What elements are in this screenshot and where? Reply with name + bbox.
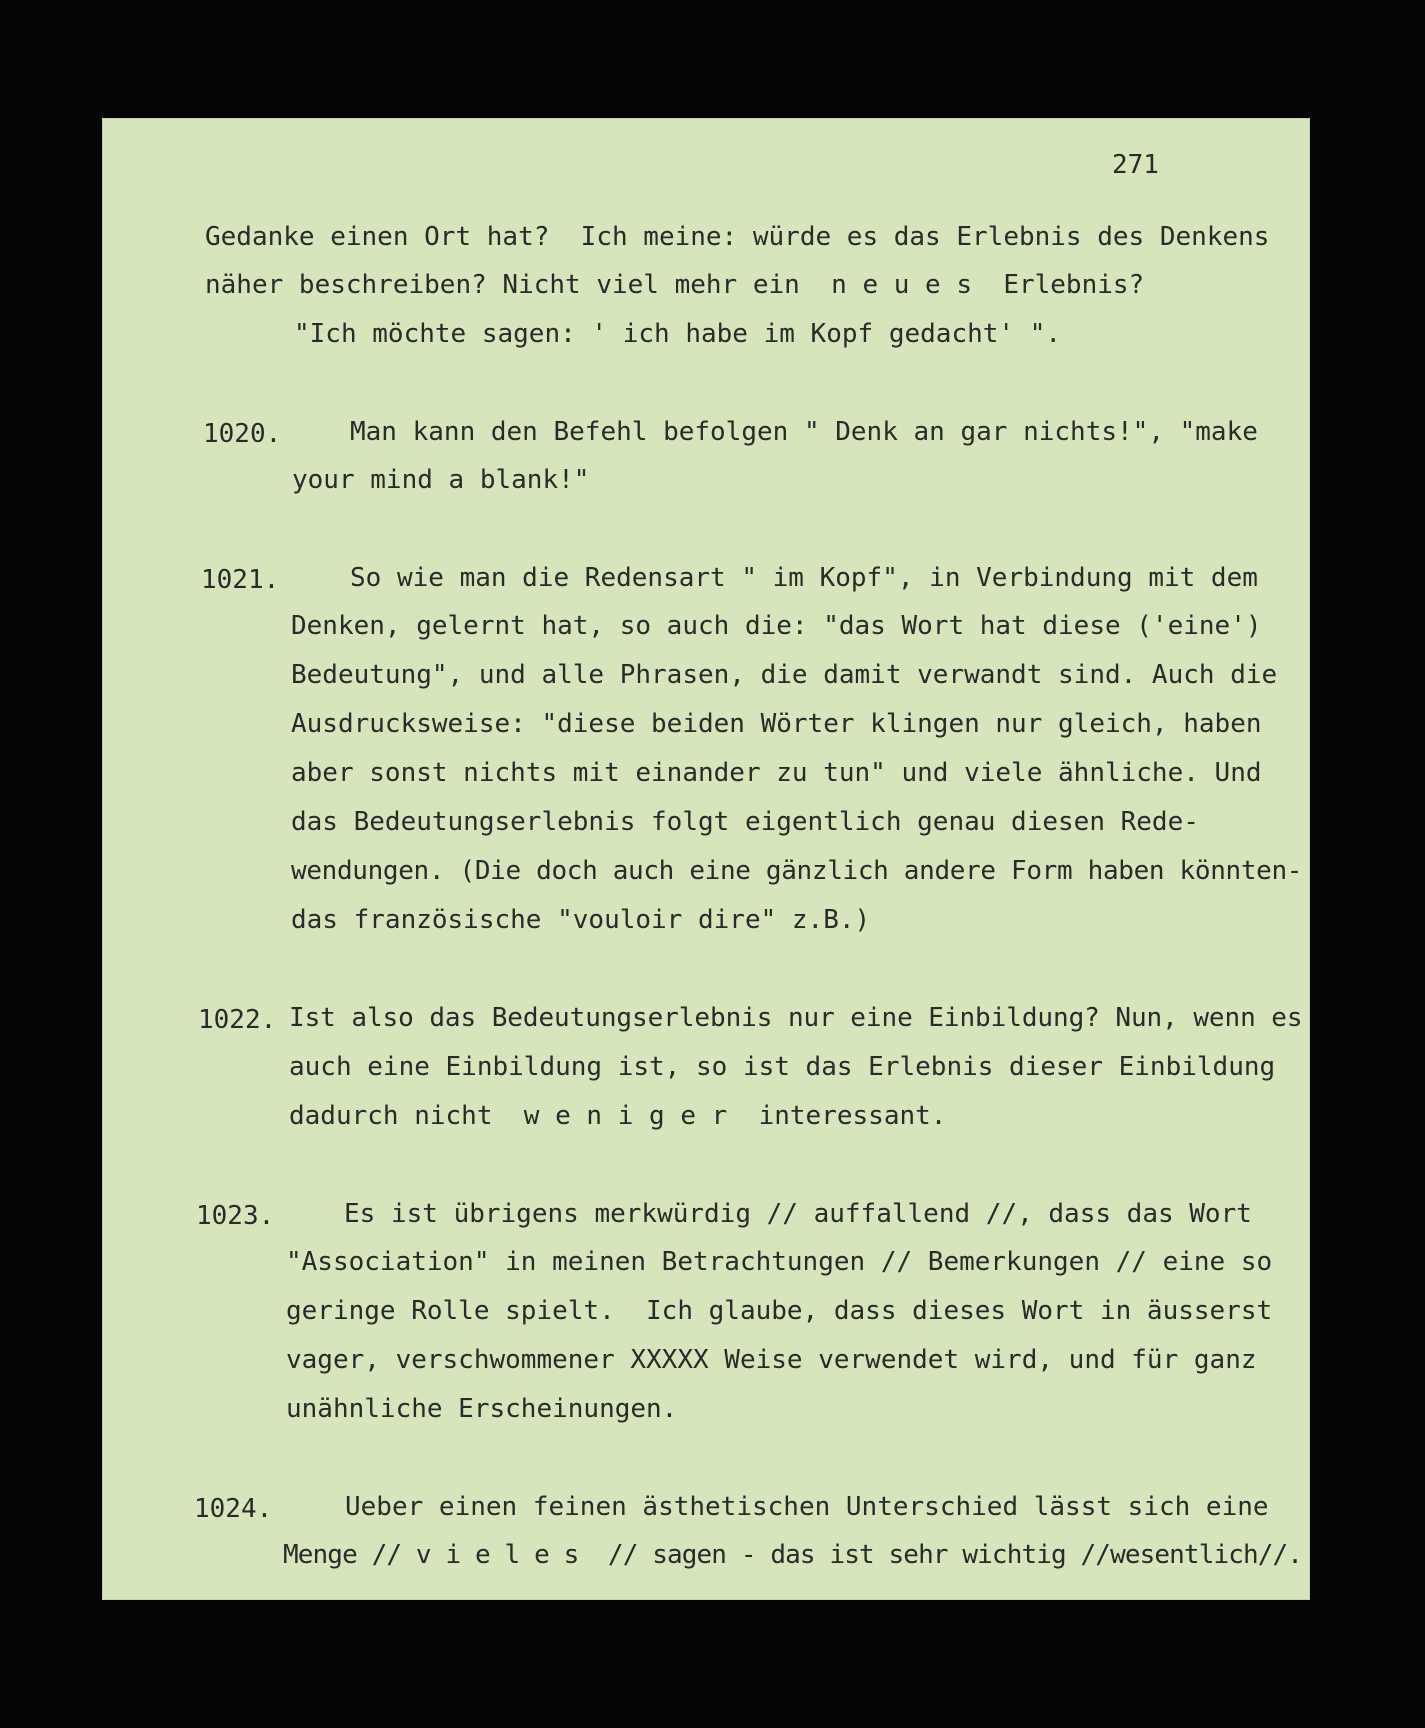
remark-line: aber sonst nichts mit einander zu tun" und viele ähnliche. Und [291, 758, 1262, 788]
intro-line: "Ich möchte sagen: ' ich habe im Kopf gedacht' ". [294, 319, 1062, 349]
remark-line: Ueber einen feinen ästhetischen Unterschied lässt sich eine [345, 1492, 1269, 1522]
remark-line: auch eine Einbildung ist, so ist das Erlebnis dieser Einbildung [289, 1052, 1276, 1082]
remark-line: Bedeutung", und alle Phrasen, die damit verwandt sind. Auch die [291, 660, 1278, 690]
remark-line: dadurch nicht w e n i g e r interessant. [289, 1101, 947, 1131]
remark-number: 1022. [198, 1005, 277, 1035]
remark-line: So wie man die Redensart " im Kopf", in Verbindung mit dem [350, 563, 1258, 593]
page-number: 271 [1112, 150, 1159, 180]
intro-line: näher beschreiben? Nicht viel mehr ein n e u e s Erlebnis? [205, 270, 1145, 300]
typescript-page [102, 118, 1310, 1600]
remark-line: Man kann den Befehl befolgen " Denk an gar nichts!", "make [350, 417, 1258, 447]
remark-number: 1023. [196, 1201, 275, 1231]
remark-line: Ausdrucksweise: "diese beiden Wörter klingen nur gleich, haben [291, 709, 1262, 739]
remark-line: Denken, gelernt hat, so auch die: "das Wort hat diese ('eine') [291, 611, 1262, 641]
remark-line: das Bedeutungserlebnis folgt eigentlich genau diesen Rede- [291, 807, 1199, 837]
remark-line: Es ist übrigens merkwürdig // auffallend //, dass das Wort [344, 1199, 1252, 1229]
remark-line: "Association" in meinen Betrachtungen // Bemerkungen // eine so [286, 1247, 1273, 1277]
remark-number: 1020. [203, 419, 282, 449]
remark-line: Menge // v i e l e s // sagen - das ist sehr wichtig //wesentlich//. [283, 1540, 1303, 1570]
remark-line: geringe Rolle spielt. Ich glaube, dass dieses Wort in äusserst [286, 1296, 1273, 1326]
remark-number: 1024. [194, 1494, 273, 1524]
remark-line: das französische "vouloir dire" z.B.) [291, 905, 871, 935]
remark-line: vager, verschwommener XXXXX Weise verwendet wird, und für ganz [286, 1345, 1257, 1375]
remark-number: 1021. [201, 565, 280, 595]
remark-line: Ist also das Bedeutungserlebnis nur eine Einbildung? Nun, wenn es [289, 1003, 1303, 1033]
remark-line: wendungen. (Die doch auch eine gänzlich andere Form haben könnten- [291, 856, 1303, 886]
remark-line: your mind a blank!" [292, 465, 590, 495]
remark-line: unähnliche Erscheinungen. [286, 1394, 678, 1424]
intro-line: Gedanke einen Ort hat? Ich meine: würde es das Erlebnis des Denkens [205, 222, 1270, 252]
